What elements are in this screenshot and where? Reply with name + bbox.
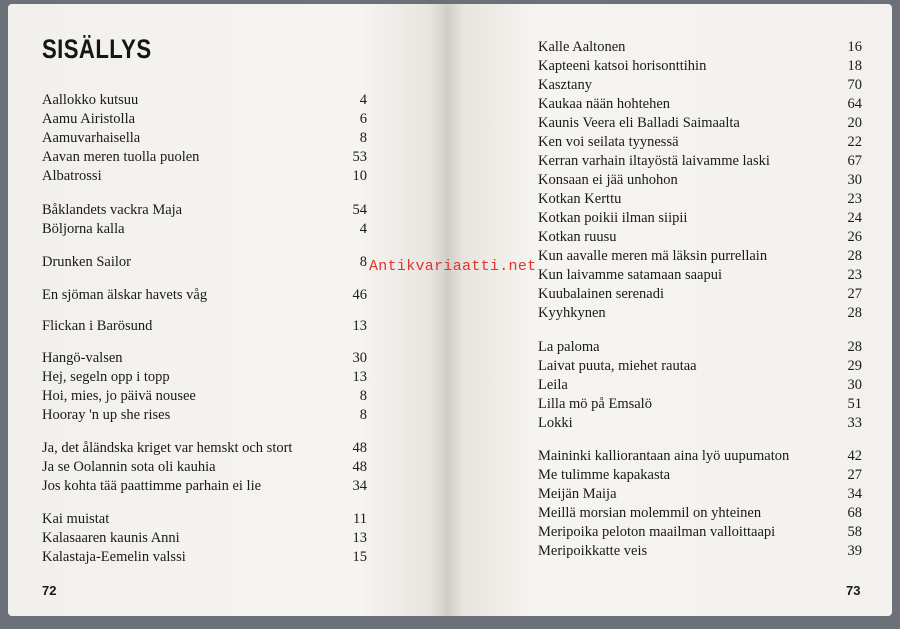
- entry-page-number: 20: [847, 115, 862, 131]
- entry-title: Kyyhkynen: [538, 305, 606, 321]
- entry-title: Kun laivamme satamaan saapui: [538, 267, 723, 283]
- entry-title: Kasztany: [538, 77, 592, 93]
- entry-page-number: 4: [359, 221, 367, 237]
- entry-page-number: 30: [352, 350, 367, 366]
- entry-page-number: 13: [352, 530, 367, 546]
- entry-page-number: 6: [359, 111, 367, 127]
- entry-title: Meripoika peloton maailman valloittaapi: [538, 524, 776, 540]
- entry-title: Ja, det åländska kriget var hemskt och stort: [42, 440, 293, 456]
- entry-page-number: 11: [353, 511, 367, 527]
- entry-title: Flickan i Barösund: [42, 318, 153, 334]
- entry-page-number: 27: [847, 286, 862, 302]
- entry-title: Hoi, mies, jo päivä nousee: [42, 388, 196, 404]
- entry-page-number: 13: [352, 369, 367, 385]
- entry-title: Hangö-valsen: [42, 350, 123, 366]
- entry-title: Ja se Oolannin sota oli kauhia: [42, 459, 216, 475]
- entry-title: Kerran varhain iltayöstä laivamme laski: [538, 153, 770, 169]
- entry-title: Me tulimme kapakasta: [538, 467, 671, 483]
- entry-page-number: 30: [847, 377, 862, 393]
- entry-title: Båklandets vackra Maja: [42, 202, 183, 218]
- entry-page-number: 51: [847, 396, 862, 412]
- entry-page-number: 10: [352, 168, 367, 184]
- entry-title: Kalasaaren kaunis Anni: [42, 530, 180, 546]
- entry-title: Kaukaa nään hohtehen: [538, 96, 671, 112]
- entry-title: Kalastaja-Eemelin valssi: [42, 549, 186, 565]
- entry-page-number: 29: [847, 358, 862, 374]
- entry-page-number: 42: [847, 448, 862, 464]
- entry-page-number: 64: [847, 96, 862, 112]
- entry-title: Kalle Aaltonen: [538, 39, 626, 55]
- entry-title: Meijän Maija: [538, 486, 617, 502]
- entry-title: Kotkan poikii ilman siipii: [538, 210, 688, 226]
- entry-page-number: 8: [359, 254, 367, 270]
- entry-page-number: 46: [352, 287, 367, 303]
- entry-title: Aavan meren tuolla puolen: [42, 149, 200, 165]
- entry-page-number: 30: [847, 172, 862, 188]
- entry-title: Lilla mö på Emsalö: [538, 396, 652, 412]
- entry-page-number: 24: [847, 210, 862, 226]
- entry-title: Kuubalainen serenadi: [538, 286, 665, 302]
- entry-page-number: 48: [352, 440, 367, 456]
- right-page-number: 73: [846, 583, 861, 598]
- entry-title: Kun aavalle meren mä läksin purrellain: [538, 248, 768, 264]
- entry-title: Aallokko kutsuu: [42, 92, 139, 108]
- entry-title: Laivat puuta, miehet rautaa: [538, 358, 697, 374]
- entry-page-number: 18: [847, 58, 862, 74]
- entry-title: Kai muistat: [42, 511, 110, 527]
- entry-page-number: 28: [847, 339, 862, 355]
- entry-page-number: 4: [359, 92, 367, 108]
- entry-page-number: 54: [352, 202, 367, 218]
- entry-title: Konsaan ei jää unhohon: [538, 172, 678, 188]
- entry-page-number: 48: [352, 459, 367, 475]
- entry-page-number: 28: [847, 248, 862, 264]
- left-page-number: 72: [42, 583, 57, 598]
- entry-page-number: 26: [847, 229, 862, 245]
- entry-page-number: 33: [847, 415, 862, 431]
- entry-title: Hej, segeln opp i topp: [42, 369, 170, 385]
- entry-title: Drunken Sailor: [42, 254, 131, 270]
- entry-title: Böljorna kalla: [42, 221, 125, 237]
- entry-page-number: 53: [352, 149, 367, 165]
- entry-title: Meripoikkatte veis: [538, 543, 648, 559]
- entry-page-number: 34: [847, 486, 862, 502]
- entry-page-number: 8: [359, 407, 367, 423]
- entry-page-number: 23: [847, 267, 862, 283]
- entry-title: Kotkan Kerttu: [538, 191, 622, 207]
- entry-title: Kotkan ruusu: [538, 229, 617, 245]
- entry-page-number: 27: [847, 467, 862, 483]
- entry-page-number: 16: [847, 39, 862, 55]
- entry-page-number: 13: [352, 318, 367, 334]
- entry-page-number: 8: [359, 388, 367, 404]
- entry-title: Albatrossi: [42, 168, 102, 184]
- entry-page-number: 22: [847, 134, 862, 150]
- entry-page-number: 28: [847, 305, 862, 321]
- entry-title: Lokki: [538, 415, 573, 431]
- watermark: Antikvariaatti.net: [369, 258, 537, 275]
- entry-title: Maininki kalliorantaan aina lyö uupumaton: [538, 448, 790, 464]
- entry-title: Kaunis Veera eli Balladi Saimaalta: [538, 115, 740, 131]
- entry-page-number: 68: [847, 505, 862, 521]
- contents-heading: SISÄLLYS: [42, 34, 152, 64]
- entry-title: Hooray 'n up she rises: [42, 407, 171, 423]
- entry-page-number: 70: [847, 77, 862, 93]
- entry-page-number: 67: [847, 153, 862, 169]
- entry-page-number: 23: [847, 191, 862, 207]
- entry-title: Aamuvarhaisella: [42, 130, 141, 146]
- entry-title: En sjöman älskar havets våg: [42, 287, 208, 303]
- entry-page-number: 34: [352, 478, 367, 494]
- entry-title: La paloma: [538, 339, 600, 355]
- entry-title: Aamu Airistolla: [42, 111, 136, 127]
- entry-title: Jos kohta tää paattimme parhain ei lie: [42, 478, 262, 494]
- entry-title: Ken voi seilata tyynessä: [538, 134, 679, 150]
- entry-page-number: 39: [847, 543, 862, 559]
- entry-page-number: 8: [359, 130, 367, 146]
- entry-page-number: 15: [352, 549, 367, 565]
- entry-page-number: 58: [847, 524, 862, 540]
- entry-title: Kapteeni katsoi horisonttihin: [538, 58, 707, 74]
- entry-title: Meillä morsian molemmil on yhteinen: [538, 505, 762, 521]
- entry-title: Leila: [538, 377, 568, 393]
